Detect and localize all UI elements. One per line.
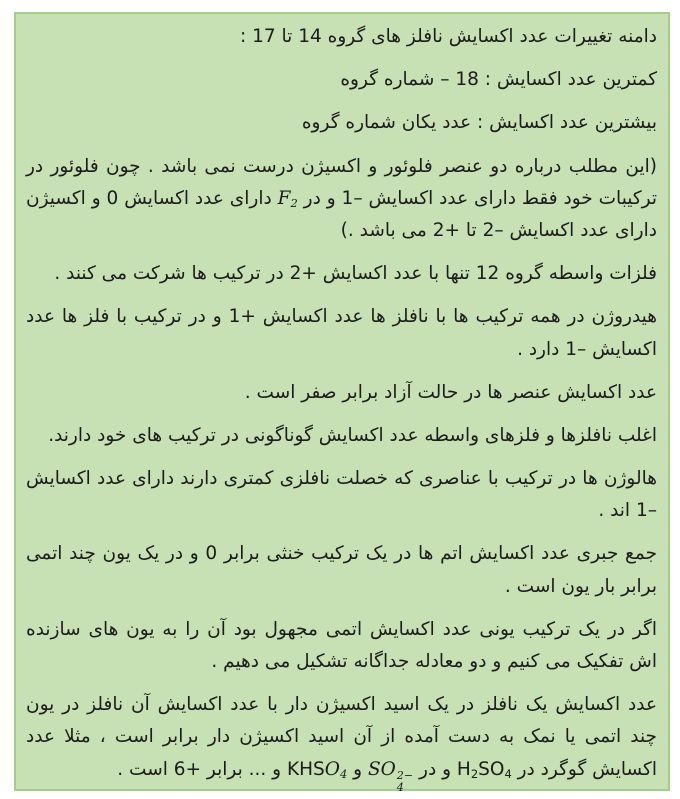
- text-run: کمترین عدد اکسایش : 18 – شماره گروه: [340, 69, 657, 91]
- F2-formula: $F_2$: [277, 187, 298, 210]
- text-run: عدد اکسایش یک نافلز در یک اسید اکسیژن دار با عدد اکسایش آن نافلز در یون چند اتمی یا نمک به دست آمده از آن اسید اکسیژن دار برابر است ، مثلا عدد اکسایش گوگرد در: [26, 694, 657, 780]
- text-run: هالوژن ها در ترکیب با عناصری که خصلت نافلزی کمتری دارند دارای عدد اکسایش –1 اند .: [26, 468, 657, 522]
- notes-panel: [14, 12, 670, 794]
- paragraph: [26, 258, 657, 290]
- notes-text-block: [26, 21, 657, 794]
- text-run: فلزات واسطه گروه 12 تنها با عدد اکسایش +2 در ترکیب ها شرکت می کنند .: [54, 263, 657, 285]
- SO4-2minus-formula: SO 2− 4: [367, 758, 414, 794]
- text-run: و در: [413, 758, 457, 780]
- text-run: و ... برابر +6 است .: [117, 758, 287, 780]
- text-run: اغلب نافلزها و فلزهای واسطه عدد اکسایش گوناگونی در ترکیب های خود دارند.: [48, 424, 657, 446]
- text-run: هیدروژن در همه ترکیب ها با نافلز ها عدد اکسایش +1 و در ترکیب با فلز ها عدد اکسایش –1 دارد .: [26, 306, 657, 360]
- paragraph: [26, 107, 657, 139]
- H2SO4-formula: $H_2SO_4$: [456, 758, 512, 781]
- paragraph: [26, 463, 657, 527]
- KHSO4-formula: $KHSO_4$: [286, 758, 348, 781]
- text-run: (این مطلب درباره دو عنصر فلوئور و اکسیژن درست نمی باشد . چون فلوئور در ترکیبات خود فقط دارای عدد اکسایش –1 و در: [26, 155, 658, 209]
- text-run: اگر در یک ترکیب یونی عدد اکسایش اتمی مجهول بود آن را به یون های سازنده اش تفکیک می کنیم و دو معادله جداگانه تشکیل می دهیم .: [26, 618, 657, 672]
- text-run: دامنه تغییرات عدد اکسایش نافلز های گروه 14 تا 17 :: [239, 26, 657, 47]
- paragraph: [26, 64, 657, 96]
- text-run: بیشترین عدد اکسایش : عدد یکان شماره گروه: [301, 112, 657, 134]
- paragraph: [26, 420, 657, 452]
- text-run: عدد اکسایش عنصر ها در حالت آزاد برابر صفر است .: [244, 381, 657, 403]
- text-run: جمع جبری عدد اکسایش اتم ها در یک ترکیب خنثی برابر 0 و در یک یون چند اتمی برابر بار یون است .: [26, 543, 657, 597]
- paragraph: [26, 538, 657, 602]
- text-run: دارای عدد اکسایش 0 و اکسیژن دارای عدد اکسایش –2 تا +2 می باشد .): [26, 187, 657, 241]
- paragraph: [26, 21, 657, 53]
- paragraph: [26, 614, 657, 678]
- paragraph: [26, 301, 657, 365]
- paragraph: [26, 151, 657, 248]
- paragraph: [26, 377, 657, 409]
- text-run: و: [347, 758, 368, 780]
- paragraph: [26, 689, 657, 793]
